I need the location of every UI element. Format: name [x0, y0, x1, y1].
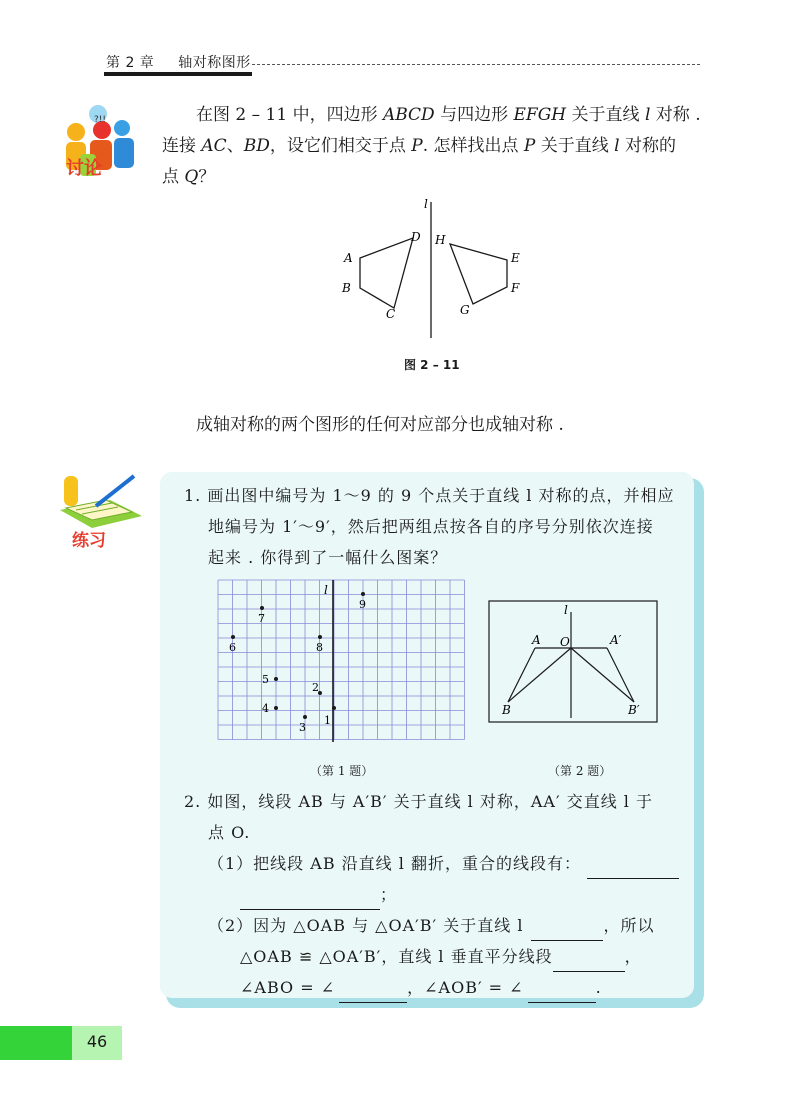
text-run: EFGH — [513, 105, 567, 125]
grid-point — [361, 592, 365, 596]
chapter-header — [106, 52, 251, 72]
angle-abo-text: ∠ABO = ∠ — [240, 978, 336, 997]
q2-sub-2-line-2-end: ， — [624, 947, 642, 966]
grid-point — [231, 635, 235, 639]
q2-sub-1-cont — [184, 879, 684, 910]
header-underline — [104, 72, 252, 76]
text-run: AC — [201, 136, 227, 156]
label-G: G — [460, 303, 470, 317]
figure-2-11-caption: 图 2 – 11 — [404, 358, 460, 372]
q2-sub-1-text: （1）把线段 AB 沿直线 l 翻折，重合的线段有： — [208, 854, 581, 873]
grid-point-label: 9 — [359, 598, 366, 611]
grid-figure-q1 — [210, 578, 472, 748]
grid-point — [332, 706, 336, 710]
label-C: C — [386, 307, 396, 321]
page-number: 46 — [86, 1032, 108, 1051]
fig2-label-l: l — [564, 603, 568, 617]
grid-point — [274, 706, 278, 710]
text-run: ？ — [198, 167, 216, 187]
label-H: H — [435, 233, 446, 247]
segment-a-prime-b-prime — [607, 648, 634, 702]
q1-line-1: 1. 画出图中编号为 1～9 的 9 个点关于直线 l 对称的点，并相应 — [184, 486, 675, 505]
q2-sub-2-end: ，所以 — [603, 916, 655, 935]
page-number-bar — [0, 1026, 72, 1060]
fig2-caption: （第 2 题） — [548, 764, 612, 778]
grid-axis-label: l — [324, 583, 328, 597]
q2-line-1: 2. 如图，线段 AB 与 A′B′ 关于直线 l 对称，AA′ 交直线 l 于 — [184, 792, 653, 811]
figure-2-11 — [330, 194, 530, 344]
q1-line-3: 起来 . 你得到了一幅什么图案？ — [208, 548, 448, 567]
label-A: A — [344, 251, 353, 265]
header-dashed-rule — [252, 64, 700, 65]
text-run: l — [644, 105, 651, 125]
grid-point-label: 5 — [262, 673, 269, 686]
quadrilateral-abcd — [360, 238, 413, 308]
label-D: D — [411, 230, 421, 244]
text-run: 对称的 — [619, 136, 677, 156]
segment-ab — [508, 648, 535, 702]
question-2 — [184, 786, 684, 1003]
fig2-label-B-prime: B′ — [628, 703, 640, 717]
answer-blank-1[interactable] — [587, 860, 679, 879]
answer-blank-5[interactable] — [339, 984, 407, 1003]
segment-b-prime-o — [571, 648, 634, 702]
exercise-label: 练习 — [72, 531, 106, 551]
text-run: 关于直线 — [535, 136, 615, 156]
chapter-title: 轴对称图形 — [178, 55, 251, 71]
text-run: 点 — [162, 167, 185, 187]
text-run: 连接 — [162, 136, 202, 156]
text-run: l — [614, 136, 620, 156]
grid-point-label: 6 — [229, 641, 236, 654]
q1-line-2: 地编号为 1′～9′，然后把两组点按各自的序号分别依次连接 — [208, 517, 654, 536]
q2-sub-2-line-2-text: △OAB ≌ △OA′B′，直线 l 垂直平分线段 — [240, 947, 553, 966]
text-run: BD — [243, 136, 270, 156]
discussion-label: 讨论 — [66, 158, 102, 179]
answer-blank-2[interactable] — [240, 891, 380, 910]
label-F: F — [511, 281, 520, 295]
figure-q2 — [488, 600, 658, 724]
text-run: ，设它们相交于点 — [269, 136, 412, 156]
fig2-label-B: B — [502, 703, 511, 717]
text-run: 、 — [226, 136, 244, 156]
svg-text:?!!: ?!! — [94, 115, 106, 125]
text-run: 与四边形 — [434, 105, 514, 125]
q2-sub-2-line-3-end: . — [595, 978, 602, 997]
q2-line-2: 点 O. — [208, 823, 251, 842]
fig2-label-A-prime: A′ — [610, 633, 622, 647]
grid-point-label: 1 — [324, 714, 331, 727]
q2-sub-2-line-2 — [184, 941, 684, 972]
label-E: E — [511, 251, 520, 265]
q2-sub-2-text: （2）因为 △OAB 与 △OA′B′ 关于直线 l — [208, 916, 524, 935]
text-run: 在图 2 – 11 中，四边形 — [196, 105, 383, 125]
segment-bo — [508, 648, 571, 702]
grid-point-label: 7 — [258, 612, 265, 625]
text-run: P — [523, 136, 536, 156]
fig2-label-A: A — [532, 633, 541, 647]
text-run: 对称 . — [650, 105, 701, 125]
grid-caption: （第 1 题） — [310, 764, 374, 778]
text-run: P — [411, 136, 423, 156]
q2-sub-1-end: ； — [380, 885, 398, 904]
q2-sub-2 — [184, 910, 684, 941]
chapter-number: 第 2 章 — [106, 55, 155, 71]
text-run: ABCD — [382, 105, 435, 125]
label-l: l — [424, 197, 428, 211]
grid-point-label: 8 — [316, 641, 323, 654]
grid-point — [318, 635, 322, 639]
fig2-label-O: O — [560, 635, 570, 649]
angle-aob-text: ，∠AOB′ = ∠ — [407, 978, 524, 997]
grid-point — [260, 606, 264, 610]
answer-blank-3[interactable] — [531, 922, 603, 941]
quadrilateral-efgh — [450, 244, 507, 304]
grid-point-label: 3 — [299, 721, 306, 734]
question-1 — [184, 480, 684, 573]
answer-blank-6[interactable] — [528, 984, 596, 1003]
discussion-line-2 — [162, 131, 702, 162]
discussion-paragraph — [162, 100, 702, 193]
discussion-line-1 — [162, 100, 702, 131]
discussion-line-3 — [162, 162, 702, 193]
answer-blank-4[interactable] — [553, 953, 625, 972]
symmetry-statement: 成轴对称的两个图形的任何对应部分也成轴对称 . — [196, 415, 564, 435]
grid-point-label: 2 — [312, 681, 319, 694]
text-run: . 怎样找出点 — [422, 136, 524, 156]
grid-point-label: 4 — [262, 702, 269, 715]
q2-sub-1 — [184, 848, 684, 879]
text-run: 关于直线 — [566, 105, 645, 125]
grid-point — [303, 715, 307, 719]
text-run: Q — [184, 167, 199, 187]
q2-sub-2-line-3 — [184, 972, 684, 1003]
grid-point — [274, 677, 278, 681]
label-B: B — [342, 281, 351, 295]
